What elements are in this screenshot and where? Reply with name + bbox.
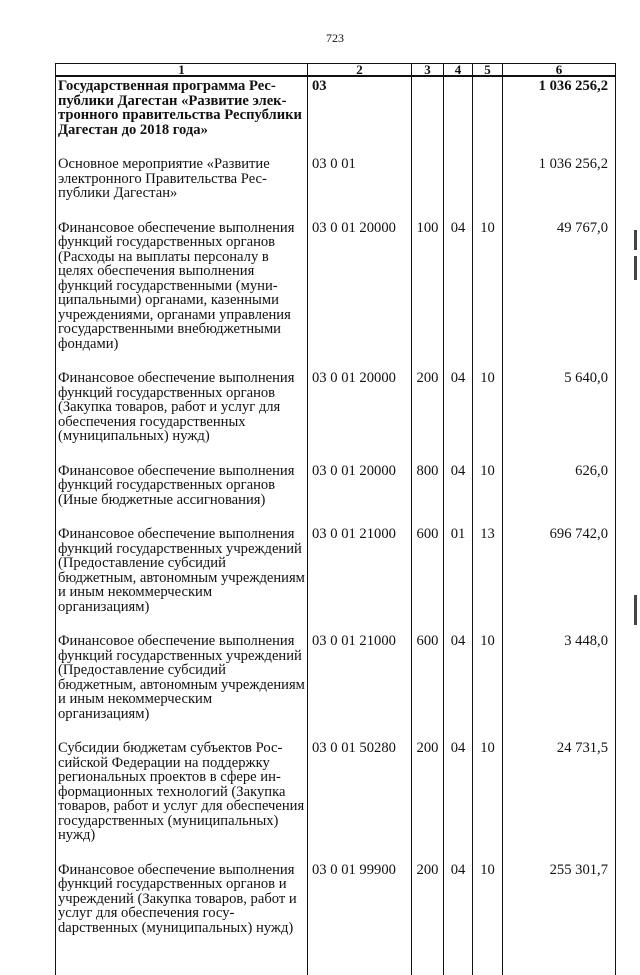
table-row bbox=[56, 739, 616, 861]
row-amount: 24 731,5 bbox=[503, 739, 616, 861]
row-code: 03 0 01 20000 bbox=[308, 219, 412, 370]
row-code: 03 0 01 50280 bbox=[308, 739, 412, 861]
row-amount: 1 036 256,2 bbox=[503, 76, 616, 155]
row-code: 03 0 01 99900 bbox=[308, 861, 412, 975]
row-name: Финансовое обеспечение выполнения функций государственных учреждений (Предоставление субсидий бюджетным, автономным учреждениям и иным некоммерческим организациям) bbox=[56, 632, 308, 739]
table-row bbox=[56, 462, 616, 526]
row-code: 03 0 01 21000 bbox=[308, 525, 412, 632]
row-pr: 10 bbox=[473, 632, 503, 739]
row-name: Субсидии бюджетам субъектов Российской Федерации на поддержку региональных проектов в сфере информационных технологий (Закупка товаров, работ и услуг для обеспечения государственных (муниципальных) нужд) bbox=[56, 739, 308, 861]
row-vr: 600 bbox=[412, 525, 444, 632]
row-vr: 200 bbox=[412, 739, 444, 861]
row-vr: 200 bbox=[412, 861, 444, 975]
row-pr: 13 bbox=[473, 525, 503, 632]
scan-edge-mark bbox=[634, 595, 637, 625]
row-vr: 100 bbox=[412, 219, 444, 370]
header-row bbox=[56, 64, 616, 77]
row-name: Государственная программа Республики Дагестан «Развитие электронного правительства Республики Дагестан до 2018 года» bbox=[56, 76, 308, 155]
row-rz: 04 bbox=[444, 739, 473, 861]
row-vr bbox=[412, 155, 444, 219]
row-pr: 10 bbox=[473, 369, 503, 462]
table-row bbox=[56, 525, 616, 632]
row-vr bbox=[412, 76, 444, 155]
table-body bbox=[56, 76, 616, 975]
row-code: 03 0 01 20000 bbox=[308, 462, 412, 526]
row-name: Финансовое обеспечение выполнения функций государственных органов (Расходы на выплаты персоналу в целях обеспечения выполнения функций государственными (муниципальными) органами, казенными учреждениями, органами управления государственными внебюджетными фондами) bbox=[56, 219, 308, 370]
row-amount: 1 036 256,2 bbox=[503, 155, 616, 219]
row-vr: 200 bbox=[412, 369, 444, 462]
table-row bbox=[56, 369, 616, 462]
scan-edge-mark bbox=[634, 230, 637, 250]
table-row bbox=[56, 76, 616, 155]
row-amount: 49 767,0 bbox=[503, 219, 616, 370]
scan-edge-mark bbox=[634, 256, 637, 280]
row-pr: 10 bbox=[473, 739, 503, 861]
row-name: Финансовое обеспечение выполнения функций государственных органов и учреждений (Закупка товаров, работ и услуг для обеспечения госуdарственных (муниципальных) нужд) bbox=[56, 861, 308, 975]
row-code: 03 0 01 20000 bbox=[308, 369, 412, 462]
table-header bbox=[56, 64, 616, 77]
column-header-vr: 3 bbox=[412, 64, 444, 77]
row-name: Финансовое обеспечение выполнения функций государственных органов (Закупка товаров, работ и услуг для обеспечения государственных (муниципальных) нужд) bbox=[56, 369, 308, 462]
row-pr bbox=[473, 76, 503, 155]
table-row bbox=[56, 219, 616, 370]
row-pr bbox=[473, 155, 503, 219]
page-number: 723 bbox=[0, 31, 640, 46]
row-pr: 10 bbox=[473, 219, 503, 370]
table-row bbox=[56, 861, 616, 975]
row-pr: 10 bbox=[473, 462, 503, 526]
row-name: Основное мероприятие «Развитие электронного Правительства Республики Дагестан» bbox=[56, 155, 308, 219]
row-amount: 3 448,0 bbox=[503, 632, 616, 739]
row-amount: 626,0 bbox=[503, 462, 616, 526]
row-amount: 696 742,0 bbox=[503, 525, 616, 632]
row-amount: 255 301,7 bbox=[503, 861, 616, 975]
row-code: 03 0 01 21000 bbox=[308, 632, 412, 739]
row-rz: 01 bbox=[444, 525, 473, 632]
budget-table bbox=[55, 63, 616, 975]
row-rz: 04 bbox=[444, 369, 473, 462]
row-code: 03 0 01 bbox=[308, 155, 412, 219]
row-name: Финансовое обеспечение выполнения функций государственных учреждений (Предоставление субсидий бюджетным, автономным учреждениям и иным некоммерческим организациям) bbox=[56, 525, 308, 632]
table-row bbox=[56, 155, 616, 219]
column-header-pr: 5 bbox=[473, 64, 503, 77]
column-header-code: 2 bbox=[308, 64, 412, 77]
row-rz bbox=[444, 155, 473, 219]
column-header-rz: 4 bbox=[444, 64, 473, 77]
row-name: Финансовое обеспечение выполнения функций государственных органов (Иные бюджетные ассигнования) bbox=[56, 462, 308, 526]
row-vr: 800 bbox=[412, 462, 444, 526]
row-rz: 04 bbox=[444, 632, 473, 739]
row-vr: 600 bbox=[412, 632, 444, 739]
row-rz: 04 bbox=[444, 219, 473, 370]
column-header-name: 1 bbox=[56, 64, 308, 77]
row-amount: 5 640,0 bbox=[503, 369, 616, 462]
row-code: 03 bbox=[308, 76, 412, 155]
row-rz: 04 bbox=[444, 861, 473, 975]
row-rz: 04 bbox=[444, 462, 473, 526]
table-row bbox=[56, 632, 616, 739]
row-pr: 10 bbox=[473, 861, 503, 975]
column-header-amount: 6 bbox=[503, 64, 616, 77]
row-rz bbox=[444, 76, 473, 155]
